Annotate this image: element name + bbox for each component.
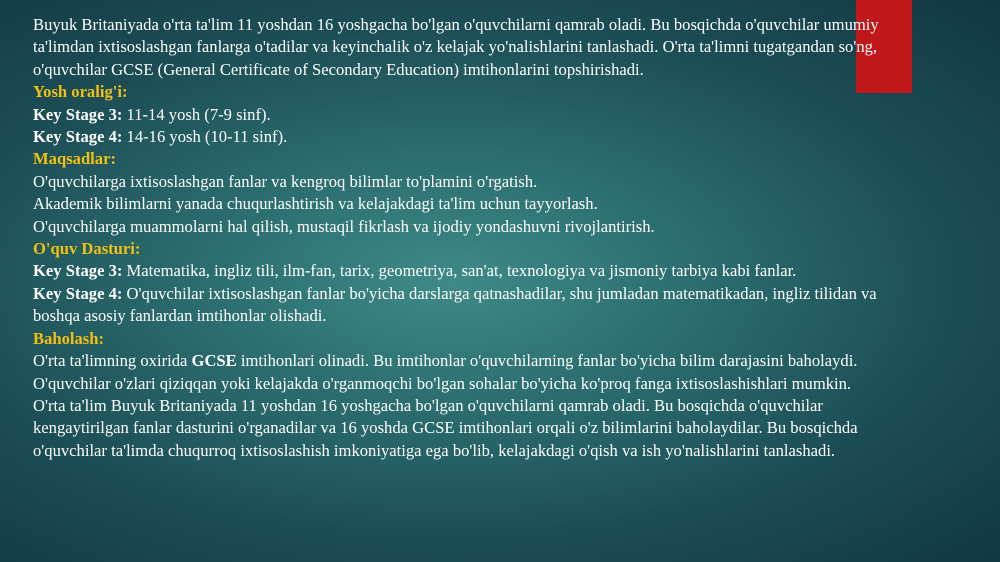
ks4-age-text: 14-16 yosh (10-11 sinf). bbox=[122, 127, 288, 147]
specialization-paragraph: O'quvchilar o'zlari qiziqqan yoki kelajakda o'rganmoqchi bo'lgan sohalar bo'yicha ko'proq fanga ixtisoslashishlari mumkin. bbox=[33, 373, 852, 393]
assessment-paragraph bbox=[33, 350, 913, 372]
curriculum-ks4-line bbox=[33, 283, 913, 328]
age-range-heading: Yosh oralig'i: bbox=[33, 82, 128, 102]
age-ks3-line bbox=[33, 104, 913, 126]
ks3-label: Key Stage 3: bbox=[33, 104, 123, 124]
ks3-label: Key Stage 3: bbox=[33, 261, 123, 281]
assessment-text-start: O'rta ta'limning oxirida bbox=[33, 351, 192, 371]
summary-paragraph: O'rta ta'lim Buyuk Britaniyada 11 yoshdan 16 yoshgacha bo'lgan o'quvchilarni qamrab oladi. Bu bosqichda o'quvchilar kengaytirilgan fanlar dasturini o'rganadilar va 16 yoshda GCSE imtihonlari orqali o'z bilimlarini baholaydilar. Bu bosqichda o'quvchilar ta'limda chuqurroq ixtisoslashish imkoniyatiga ega bo'lib, kelajakdagi o'qish va ish yo'nalishlarini tanlashadi. bbox=[33, 395, 858, 460]
curriculum-heading: O'quv Dasturi: bbox=[33, 239, 141, 259]
slide-content bbox=[33, 14, 913, 462]
ks3-curriculum-text: Matematika, ingliz tili, ilm-fan, tarix, geometriya, san'at, texnologiya va jismoniy tarbiya kabi fanlar. bbox=[122, 261, 797, 281]
assessment-heading: Baholash: bbox=[33, 328, 105, 348]
goal-item: Akademik bilimlarni yanada chuqurlashtirish va kelajakdagi ta'lim uchun tayyorlash. bbox=[33, 194, 598, 214]
goal-item: O'quvchilarga ixtisoslashgan fanlar va kengroq bilimlar to'plamini o'rgatish. bbox=[33, 171, 538, 191]
goals-heading: Maqsadlar: bbox=[33, 149, 116, 169]
ks3-age-text: 11-14 yosh (7-9 sinf). bbox=[122, 104, 271, 124]
gcse-term: GCSE bbox=[191, 351, 237, 371]
ks4-curriculum-text: O'quvchilar ixtisoslashgan fanlar bo'yicha darslarga qatnashadilar, shu jumladan matematikadan, ingliz tilidan va boshqa asosiy fanlardan imtihonlar olishadi. bbox=[33, 283, 877, 326]
curriculum-ks3-line bbox=[33, 260, 913, 282]
ks4-label: Key Stage 4: bbox=[33, 127, 123, 147]
age-ks4-line bbox=[33, 126, 913, 148]
goal-item: O'quvchilarga muammolarni hal qilish, mustaqil fikrlash va ijodiy yondashuvni rivojlantirish. bbox=[33, 216, 655, 236]
intro-paragraph: Buyuk Britaniyada o'rta ta'lim 11 yoshdan 16 yoshgacha bo'lgan o'quvchilarni qamrab oladi. Bu bosqichda o'quvchilar umumiy ta'limdan ixtisoslashgan fanlarga o'tadilar va keyinchalik o'z kelajak yo'nalishlarini tanlashadi. O'rta ta'limni tugatgandan so'ng, o'quvchilar GCSE (General Certificate of Secondary Education) imtihonlarini topshirishadi. bbox=[33, 15, 879, 79]
assessment-text-end: imtihonlari olinadi. Bu imtihonlar o'quvchilarning fanlar bo'yicha bilim darajasini baholaydi. bbox=[236, 351, 858, 371]
ks4-label: Key Stage 4: bbox=[33, 283, 123, 303]
